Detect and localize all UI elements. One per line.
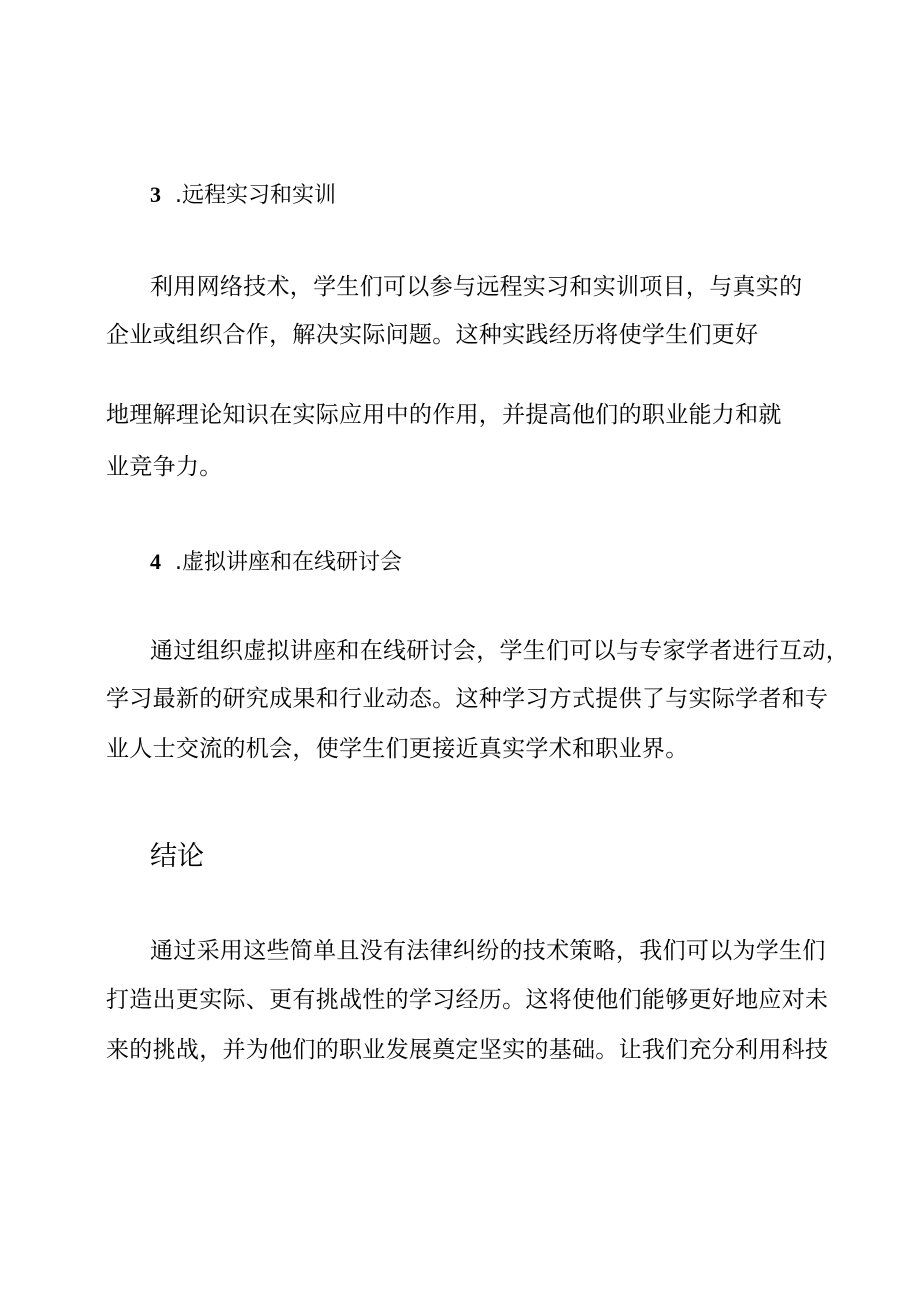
section-3-line-4: 业竞争力。 — [106, 454, 223, 480]
section-3-line-3: 地理解理论知识在实际应用中的作用，并提高他们的职业能力和就 — [106, 402, 782, 428]
section-4-line-3: 业人士交流的机会，使学生们更接近真实学术和职业界。 — [106, 736, 689, 762]
section-4-number: 4 — [150, 549, 161, 574]
section-3-number: 3 — [150, 182, 161, 207]
section-3-heading — [150, 180, 336, 211]
section-3-line-1: 利用网络技术，学生们可以参与远程实习和实训项目，与真实的 — [150, 274, 803, 300]
section-3-line-2: 企业或组织合作，解决实际问题。这种实践经历将使学生们更好 — [106, 322, 759, 348]
section-4-heading — [150, 547, 402, 578]
conclusion-line-1: 通过采用这些简单且没有法律纠纷的技术策略，我们可以为学生们 — [150, 938, 826, 964]
conclusion-heading: 结论 — [150, 841, 204, 872]
section-4-title: .虚拟讲座和在线研讨会 — [175, 550, 402, 575]
conclusion-line-3: 来的挑战，并为他们的职业发展奠定坚实的基础。让我们充分利用科技 — [106, 1037, 829, 1063]
section-4-line-1: 通过组织虚拟讲座和在线研讨会，学生们可以与专家学者进行互动， — [150, 638, 849, 664]
section-3-title: .远程实习和实训 — [175, 183, 336, 208]
conclusion-line-2: 打造出更实际、更有挑战性的学习经历。这将使他们能够更好地应对未 — [106, 987, 829, 1013]
section-4-line-2: 学习最新的研究成果和行业动态。这种学习方式提供了与实际学者和专 — [106, 686, 829, 712]
